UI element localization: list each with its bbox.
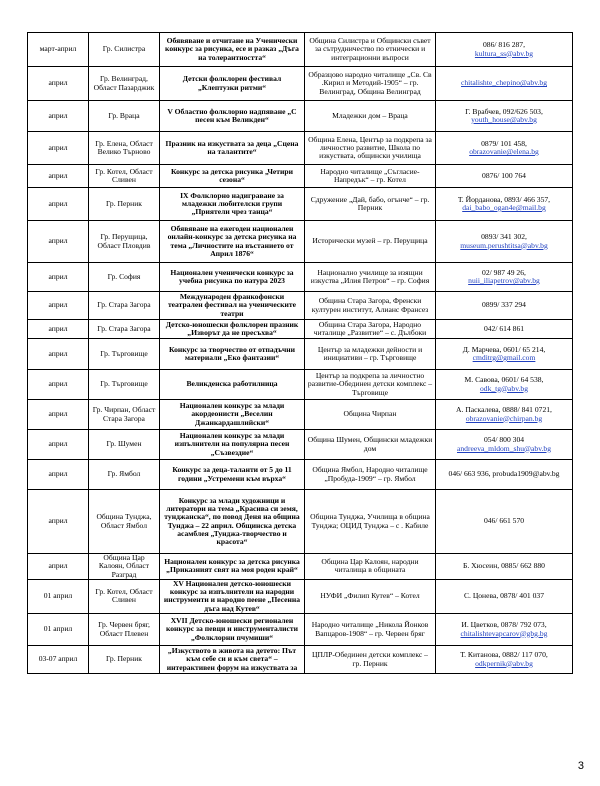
date-cell: 01 април [28, 579, 89, 613]
date-cell: април [28, 165, 89, 188]
contact-text: 0899/ 337 294 [482, 300, 526, 310]
place-cell: Гр. Силистра [89, 33, 160, 67]
contact-cell [436, 339, 573, 370]
contact-text: 0879/ 101 458, [481, 138, 527, 148]
contact-text: С. Цонева, 0878/ 401 037 [463, 591, 544, 601]
contact-cell [436, 579, 573, 613]
organizer-cell: Национално училище за изящни изкуства „Илия Петров“ – гр. София [305, 263, 436, 292]
organizer-cell: НУФИ „Филип Кутев“ – Котел [305, 579, 436, 613]
event-cell: Детски фолклорен фестивал „Клептузки ритми“ [160, 67, 305, 101]
contact-text: 046/ 661 570 [483, 516, 525, 526]
contact-text: Д. Марчева, 0601/ 65 214, [462, 344, 546, 354]
events-table [27, 32, 573, 674]
event-cell: Обявяване и отчитане на Ученически конкурс за рисунка, есе и разказ „Дъга на толерантността“ [160, 33, 305, 67]
date-cell: април [28, 132, 89, 165]
contact-text: 0893/ 341 302, [481, 232, 527, 242]
table-row [28, 221, 573, 263]
contact-text: 0876/ 100 764 [482, 170, 526, 180]
date-cell: 03-07 април [28, 646, 89, 674]
event-cell: XVII Детско-юношески регионален конкурс за певци и инструменталисти „Фолклорни пчумиши“ [160, 614, 305, 646]
place-cell: Гр. Перущица, Област Пловдив [89, 221, 160, 263]
date-cell: 01 април [28, 614, 89, 646]
email-link[interactable]: nuii_iliapetrov@abv.bg [468, 276, 540, 285]
event-cell: XV Национален детско-юношески конкурс за изпълнители на народни инструменти и народно пеене „Песенна дъга над Кутев“ [160, 579, 305, 613]
contact-text: 042/ 614 861 [483, 323, 525, 333]
event-cell: Празник на изкуствата за деца „Сцена на талантите“ [160, 132, 305, 165]
place-cell: Гр. Стара Загора [89, 292, 160, 320]
event-cell: Конкурс за творчество от отпадъчни материали „Еко фантазии“ [160, 339, 305, 370]
table-body [28, 33, 573, 674]
place-cell: Община Тунджа, Област Ямбол [89, 490, 160, 554]
date-cell: април [28, 67, 89, 101]
contact-cell [436, 33, 573, 67]
contact-cell [436, 554, 573, 580]
table-row [28, 490, 573, 554]
event-cell: Национален конкурс за млади акордеонисти „Веселин Джанкардашлийски“ [160, 400, 305, 430]
contact-text: Г. Врабчев, 092/626 503, [465, 106, 543, 116]
date-cell: април [28, 339, 89, 370]
table-row [28, 33, 573, 67]
table-row [28, 614, 573, 646]
organizer-cell: Младежки дом – Враца [305, 101, 436, 132]
contact-text: А. Паскалева, 0888/ 841 0721, [456, 405, 552, 415]
contact-cell [436, 221, 573, 263]
organizer-cell: Народно читалище „Съгласие-Напредък“ – гр. Котел [305, 165, 436, 188]
event-cell: Обявяване на ежегоден национален онлайн-конкурс за детска рисунка на тема „Личностите на въстанието от Април 1876“ [160, 221, 305, 263]
email-link[interactable]: andreeva_mldom_shu@abv.bg [456, 443, 552, 453]
place-cell: Гр. Перник [89, 646, 160, 674]
date-cell: април [28, 221, 89, 263]
table-row [28, 460, 573, 490]
date-cell: април [28, 263, 89, 292]
date-cell: април [28, 460, 89, 490]
organizer-cell: Народно читалище „Никола Йонков Вапцаров-1908“ – гр. Червен бряг [305, 614, 436, 646]
organizer-cell: Център за младежки дейности и инициативи – гр. Търговище [305, 339, 436, 370]
contact-cell [436, 132, 573, 165]
organizer-cell: Сдружение „Дай, бабо, огънче“ – гр. Перник [305, 188, 436, 221]
page-number: 3 [577, 760, 584, 772]
email-link[interactable]: dai_babo_ogan4e@mail.bg [462, 203, 546, 212]
place-cell: Гр. Враца [89, 101, 160, 132]
organizer-cell: Община Цар Калоян, народни читалища в общината [305, 554, 436, 580]
table-row [28, 132, 573, 165]
contact-cell [436, 320, 573, 339]
contact-text: 086/ 816 287, [483, 40, 525, 50]
contact-cell [436, 263, 573, 292]
table-row [28, 263, 573, 292]
table-row [28, 165, 573, 188]
organizer-cell: Община Стара Загора, Френски културен институт, Алианс Франсез [305, 292, 436, 320]
place-cell: Гр. Котел, Област Сливен [89, 165, 160, 188]
table-row [28, 188, 573, 221]
place-cell: Гр. София [89, 263, 160, 292]
contact-text: Т. Китанова, 0882/ 117 070, [460, 650, 548, 660]
contact-text: 046/ 663 936, probuda1909@abv.bg [448, 469, 560, 479]
place-cell: Гр. Търговище [89, 339, 160, 370]
contact-cell [436, 646, 573, 674]
event-cell: V Областно фолклорно надпяване „С песен към Великден“ [160, 101, 305, 132]
date-cell: април [28, 370, 89, 400]
date-cell: март-април [28, 33, 89, 67]
email-link[interactable]: chitalishte_chepino@abv.bg [460, 78, 547, 88]
organizer-cell: Исторически музей – гр. Перущица [305, 221, 436, 263]
email-link[interactable]: odkpernik@abv.bg [475, 658, 533, 668]
date-cell: април [28, 554, 89, 580]
table-row [28, 320, 573, 339]
email-link[interactable]: museum.perushtitsa@abv.bg [460, 240, 548, 250]
table-row [28, 339, 573, 370]
event-cell: Международен франкофонски театрален фестивал на ученическите театри [160, 292, 305, 320]
date-cell: април [28, 490, 89, 554]
organizer-cell: Община Шумен, Общински младежки дом [305, 430, 436, 460]
contact-cell [436, 165, 573, 188]
contact-text: Б. Хюсеин, 0885/ 662 880 [463, 561, 545, 571]
organizer-cell: Община Чирпан [305, 400, 436, 430]
table-row [28, 579, 573, 613]
place-cell: Гр. Перник [89, 188, 160, 221]
place-cell: Гр. Стара Загора [89, 320, 160, 339]
table-row [28, 554, 573, 580]
place-cell: Гр. Чирпан, Област Стара Загора [89, 400, 160, 430]
email-link[interactable]: chitalishtevapcarov@gbg.bg [460, 628, 548, 638]
place-cell: Община Цар Калоян, Област Разград [89, 554, 160, 580]
table-row [28, 101, 573, 132]
contact-text: Т. Йорданова, 0893/ 466 357, [457, 194, 551, 204]
contact-text: 02/ 987 49 26, [482, 267, 526, 277]
organizer-cell: Център за подкрепа за личностно развитие-Обединен детски комплекс – Търговище [305, 370, 436, 400]
contact-text: И. Цветков, 0878/ 792 073, [461, 620, 547, 630]
organizer-cell: Община Силистра и Общински съвет за сътрудничество по етнически и интеграционни въпроси [305, 33, 436, 67]
contact-cell [436, 490, 573, 554]
email-link[interactable]: kultura_ss@abv.bg [474, 48, 534, 58]
contact-cell [436, 101, 573, 132]
table-row [28, 430, 573, 460]
place-cell: Гр. Червен бряг, Област Плевен [89, 614, 160, 646]
contact-cell [436, 460, 573, 490]
contact-cell [436, 188, 573, 221]
place-cell: Гр. Велинград, Област Пазарджик [89, 67, 160, 101]
place-cell: Гр. Търговище [89, 370, 160, 400]
event-cell: Национален конкурс за детска рисунка „Приказният свят на моя роден край“ [160, 554, 305, 580]
organizer-cell: Община Ямбол, Народно читалище „Пробуда-1909“ – гр. Ямбол [305, 460, 436, 490]
place-cell: Гр. Котел, Област Сливен [89, 579, 160, 613]
table-row [28, 400, 573, 430]
place-cell: Гр. Шумен [89, 430, 160, 460]
event-cell: Конкурс за млади художници и литератори на тема „Красива си земя, тунджанска“, по повод Деня на община Тунджа – 22 април. Общинска детска асамблея „Тунджа-творчество и красота“ [160, 490, 305, 554]
contact-cell [436, 614, 573, 646]
date-cell: април [28, 320, 89, 339]
organizer-cell: Община Елена, Център за подкрепа за личностно развитие, Школа по изкуствата, общински училища [305, 132, 436, 165]
event-cell: Национален конкурс за млади изпълнители на популярна песен „Съзвездие“ [160, 430, 305, 460]
date-cell: април [28, 101, 89, 132]
event-cell: Конкурс за деца-таланти от 5 до 11 години „Устремени към върха“ [160, 460, 305, 490]
organizer-cell: Община Стара Загора, Народно читалище „Развитие“ – с. Дълбоки [305, 320, 436, 339]
event-cell: Национален ученически конкурс за учебна рисунка по натура 2023 [160, 263, 305, 292]
contact-cell [436, 292, 573, 320]
organizer-cell: Община Тунджа, Училища в община Тунджа; ОЦИД Тунджа – с . Кабиле [305, 490, 436, 554]
place-cell: Гр. Ямбол [89, 460, 160, 490]
contact-cell [436, 67, 573, 101]
table-row [28, 646, 573, 674]
table-row [28, 292, 573, 320]
contact-cell [436, 400, 573, 430]
email-link[interactable]: obrazovanie@chirpan.bg [465, 413, 543, 423]
date-cell: април [28, 400, 89, 430]
date-cell: април [28, 430, 89, 460]
email-link[interactable]: cmditrg@gmail.com [472, 353, 536, 362]
event-cell: „Изкуството в живота на детето: Път към себе си и към света“ – интерактивен форум на изкуствата за [160, 646, 305, 674]
event-cell: Великденска работилница [160, 370, 305, 400]
table-row [28, 67, 573, 101]
email-link[interactable]: obrazovanie@elena.bg [469, 147, 539, 156]
place-cell: Гр. Елена, Област Велико Търново [89, 132, 160, 165]
date-cell: април [28, 188, 89, 221]
table-row [28, 370, 573, 400]
date-cell: април [28, 292, 89, 320]
organizer-cell: Образцово народно читалище „Св. Св .Кирил и Методий-1905“ – гр. Велинград, Община Велинград [305, 67, 436, 101]
event-cell: Конкурс за детска рисунка „Четири сезона“ [160, 165, 305, 188]
email-link[interactable]: youth_house@abv.bg [471, 115, 537, 124]
contact-cell [436, 370, 573, 400]
contact-text: М. Савова, 0601/ 64 538, [464, 375, 544, 385]
contact-cell [436, 430, 573, 460]
event-cell: Детско-юношески фолклорен празник „Изворът да не пресъхва“ [160, 320, 305, 339]
contact-text: 054/ 800 304 [483, 435, 525, 445]
event-cell: IX Фолклорно надиграване за младежки любителски групи „Приятели чрез танца“ [160, 188, 305, 221]
email-link[interactable]: odk_tg@abv.bg [479, 383, 529, 393]
organizer-cell: ЦПЛР-Обединен детски комплекс – гр. Перник [305, 646, 436, 674]
